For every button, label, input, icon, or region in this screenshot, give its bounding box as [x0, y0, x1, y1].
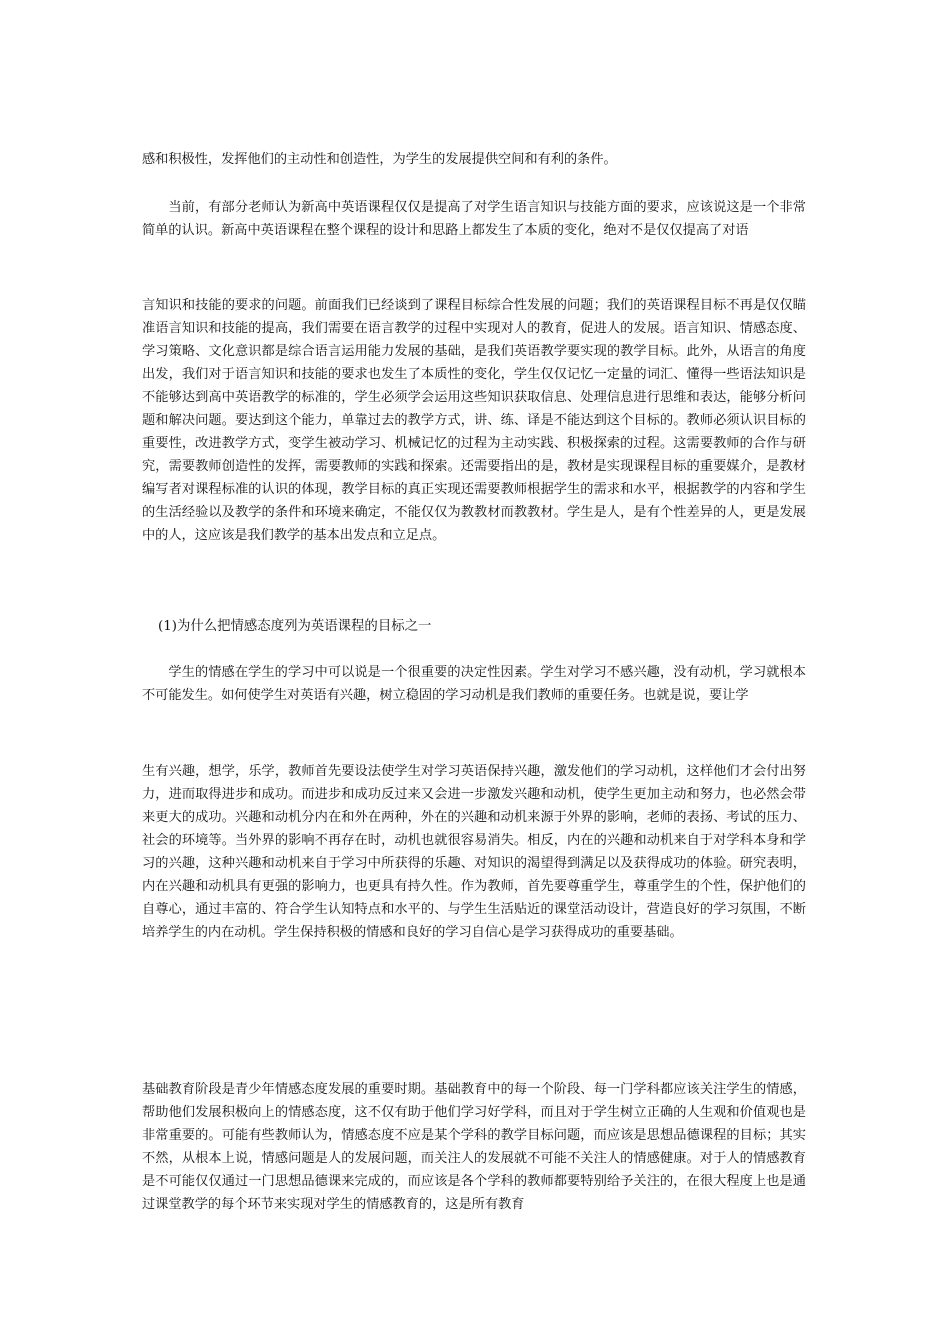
paragraph-interest-motivation: 生有兴趣，想学，乐学，教师首先要设法使学生对学习英语保持兴趣，激发他们的学习动机，这样他们才会付出努力，进而取得进步和成功。而进步和成功反过来又会进一步激发兴趣和动机，使学生更加主动和努力，也必然会带来更大的成功。兴趣和动机分内在和外在两种，外在的兴趣和动机来源于外界的影响，老师的表扬、考试的压力、社会的环境等。当外界的影响不再存在时，动机也就很容易消失。相反，内在的兴趣和动机来自于对学科本身和学习的兴趣，这种兴趣和动机来自于学习中所获得的乐趣、对知识的渴望得到满足以及获得成功的体验。研究表明，内在兴趣和动机具有更强的影响力，也更具有持久性。作为教师，首先要尊重学生，尊重学生的个性，保护他们的自尊心，通过丰富的、符合学生认知特点和水平的、与学生生活贴近的课堂活动设计，营造良好的学习氛围，不断培养学生的内在动机。学生保持积极的情感和良好的学习自信心是学习获得成功的重要基础。 — [142, 764, 806, 940]
paragraph-student-emotion: 学生的情感在学生的学习中可以说是一个很重要的决定性因素。学生对学习不感兴趣，没有动机，学习就根本不可能发生。如何使学生对英语有兴趣，树立稳固的学习动机是我们教师的重要任务。也就是说，要让学 — [142, 665, 806, 703]
paragraph-continuation: 感和积极性，发挥他们的主动性和创造性，为学生的发展提供空间和有利的条件。 — [142, 152, 617, 167]
paragraph-current-views: 当前，有部分老师认为新高中英语课程仅仅是提高了对学生语言知识与技能方面的要求，应该说这是一个非常简单的认识。新高中英语课程在整个课程的设计和思路上都发生了本质的变化，绝对不是仅仅提高了对语 — [142, 200, 806, 238]
paragraph-language-knowledge: 言知识和技能的要求的问题。前面我们已经谈到了课程目标综合性发展的问题；我们的英语课程目标不再是仅仅瞄准语言知识和技能的提高，我们需要在语言教学的过程中实现对人的教育，促进人的发展。语言知识、情感态度、学习策略、文化意识都是综合语言运用能力发展的基础，是我们英语教学要实现的教学目标。此外，从语言的角度出发，我们对于语言知识和技能的要求也发生了本质性的变化，学生仅仅记忆一定量的词汇、懂得一些语法知识是不能够达到高中英语教学的标准的，学生必须学会运用这些知识获取信息、处理信息进行思维和表达，能够分析问题和解决问题。要达到这个能力，单靠过去的教学方式，讲、练、译是不能达到这个目标的。教师必须认识目标的重要性，改进教学方式，变学生被动学习、机械记忆的过程为主动实践、积极探索的过程。这需要教师的合作与研究，需要教师创造性的发挥，需要教师的实践和探索。还需要指出的是，教材是实现课程目标的重要媒介，是教材编写者对课程标准的认识的体现，教学目标的真正实现还需要教师根据学生的需求和水平，根据教学的内容和学生的生活经验以及教学的条件和环境来确定，不能仅仅为教教材而教教材。学生是人，是有个性差异的人，更是发展中的人，这应该是我们教学的基本出发点和立足点。 — [142, 298, 806, 543]
paragraph-basic-education: 基础教育阶段是青少年情感态度发展的重要时期。基础教育中的每一个阶段、每一门学科都应该关注学生的情感，帮助他们发展积极向上的情感态度，这不仅有助于他们学习好学科，而且对于学生树立正确的人生观和价值观也是非常重要的。可能有些教师认为，情感态度不应是某个学科的教学目标问题，而应该是思想品德课程的目标；其实不然，从根本上说，情感问题是人的发展问题，而关注人的发展就不可能不关注人的情感健康。对于人的情感教育是不可能仅仅通过一门思想品德课来完成的，而应该是各个学科的教师都要特别给予关注的，在很大程度上也是通过课堂教学的每个环节来实现对学生的情感教育的，这是所有教育 — [142, 1082, 806, 1212]
section-heading: (1)为什么把情感态度列为英语课程的目标之一 — [158, 619, 432, 634]
